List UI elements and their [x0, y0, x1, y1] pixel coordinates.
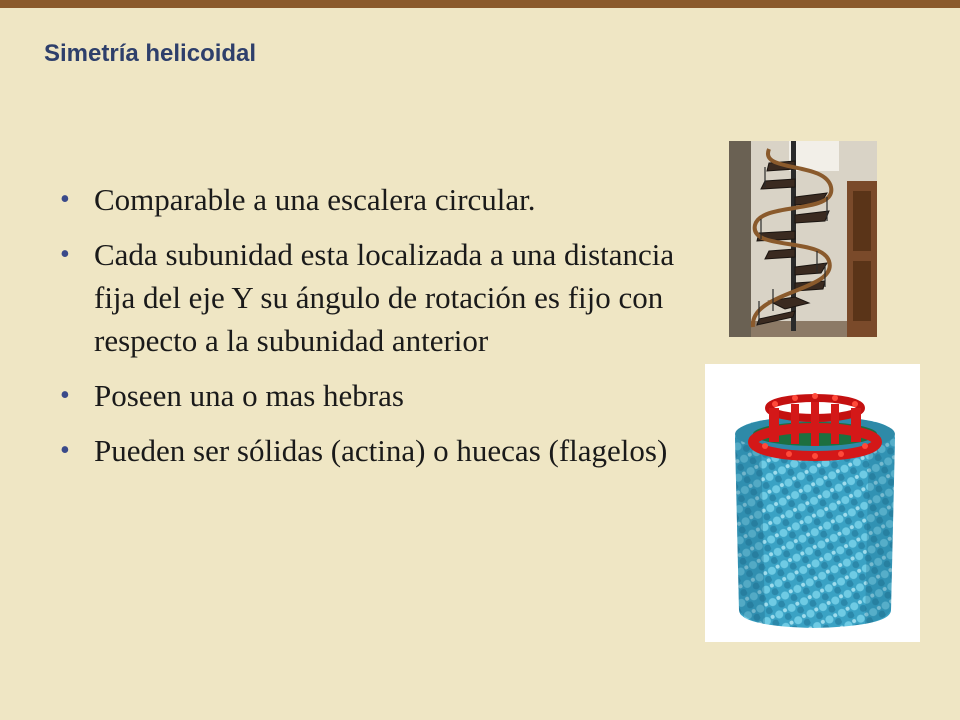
helical-protein-image	[705, 364, 920, 642]
bullet-item	[56, 429, 676, 472]
bullet-item	[56, 178, 676, 221]
bullet-text: Comparable a una escalera circular.	[94, 182, 536, 217]
bullet-item	[56, 374, 676, 417]
bullet-icon: •	[60, 239, 70, 270]
bullet-icon: •	[60, 380, 70, 411]
spiral-staircase-image	[729, 141, 877, 337]
bullet-icon: •	[60, 184, 70, 215]
bullet-item	[56, 233, 676, 362]
top-bar	[0, 0, 960, 8]
slide-title: Simetría helicoidal	[44, 40, 257, 67]
bullet-text: Poseen una o mas hebras	[94, 378, 404, 413]
bullet-icon: •	[60, 435, 70, 466]
bullet-text: Pueden ser sólidas (actina) o huecas (flagelos)	[94, 433, 668, 468]
bullet-text: Cada subunidad esta localizada a una distancia fija del eje Y su ángulo de rotación es fijo con respecto a la subunidad anterior	[94, 237, 675, 358]
bullet-list	[56, 178, 676, 484]
